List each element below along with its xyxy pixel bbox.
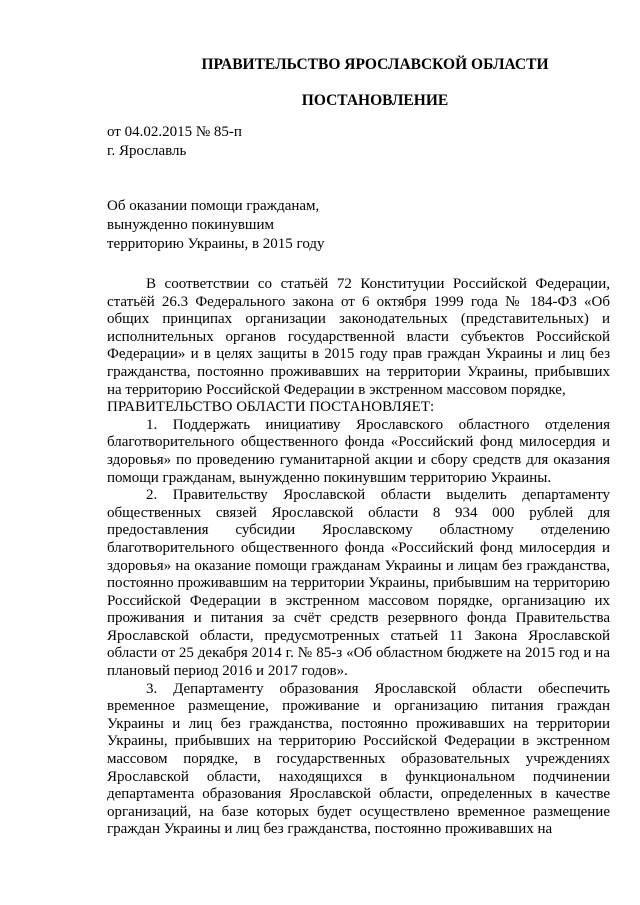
- organization-heading: ПРАВИТЕЛЬСТВО ЯРОСЛАВСКОЙ ОБЛАСТИ: [201, 56, 549, 73]
- document-type-heading: ПОСТАНОВЛЕНИЕ: [301, 92, 449, 109]
- subject-line: вынужденно покинувшим: [107, 217, 274, 233]
- item-2-paragraph: 2. Правительству Ярославской области выделить департаменту общественных связей Ярославской области 8 934 000 рублей для предоставления субсидии Ярославскому областному отделению благотворительного общественного фонда «Российский фонд милосердия и здоровья» на оказание помощи гражданам Украины и лицам без гражданства, постоянно проживавшим на территории Украины, прибывшим на территорию Российской Федерации в экстренном массовом порядке, организацию их проживания и питания за счёт средств резервного фонда Правительства Ярославской области, предусмотренных статьей 11 Закона Ярославской области от 25 декабря 2014 г. № 85-з «Об областном бюджете на 2015 год и на плановый период 2016 и 2017 годов».: [107, 487, 610, 680]
- subject-line: территорию Украины, в 2015 году: [107, 236, 325, 252]
- item-1-paragraph: 1. Поддержать инициативу Ярославского областного отделения благотворительного общественного фонда «Российский фонд милосердия и здоровья» по проведению гуманитарной акции и сбору средств для оказания помощи гражданам, вынужденно покинувшим территорию Украины.: [107, 416, 610, 486]
- document-body: [107, 276, 610, 839]
- document-date-number: от 04.02.2015 № 85-п: [107, 124, 242, 140]
- item-3-paragraph: 3. Департаменту образования Ярославской области обеспечить временное размещение, проживание и организацию питания граждан Украины и лиц без гражданства, постоянно проживавших на территории Украины, прибывших на территорию Российской Федерации в экстренном массовом порядке, в государственных образовательных учреждениях Ярославской области, находящихся в функциональном подчинении департамента образования Ярославской области, определенных в качестве организаций, на базе которых будет осуществлено временное размещение граждан Украины и лиц без гражданства, постоянно проживавших на: [107, 680, 610, 838]
- document-city: г. Ярославль: [107, 143, 187, 159]
- resolution-statement: ПРАВИТЕЛЬСТВО ОБЛАСТИ ПОСТАНОВЛЯЕТ:: [107, 399, 435, 416]
- document-subject: [107, 197, 325, 254]
- intro-paragraph: В соответствии со статьёй 72 Конституции Российской Федерации, статьёй 26.3 Федерального закона от 6 октября 1999 года № 184-ФЗ «Об общих принципах организации законодательных (представительных) и исполнительных органов государственной власти субъектов Российской Федерации» и в целях защиты в 2015 году прав граждан Украины и лиц без гражданства, постоянно проживавших на территории Украины, прибывших на территорию Российской Федерации в экстренном массовом порядке,: [107, 276, 610, 398]
- subject-line: Об оказании помощи гражданам,: [107, 198, 320, 214]
